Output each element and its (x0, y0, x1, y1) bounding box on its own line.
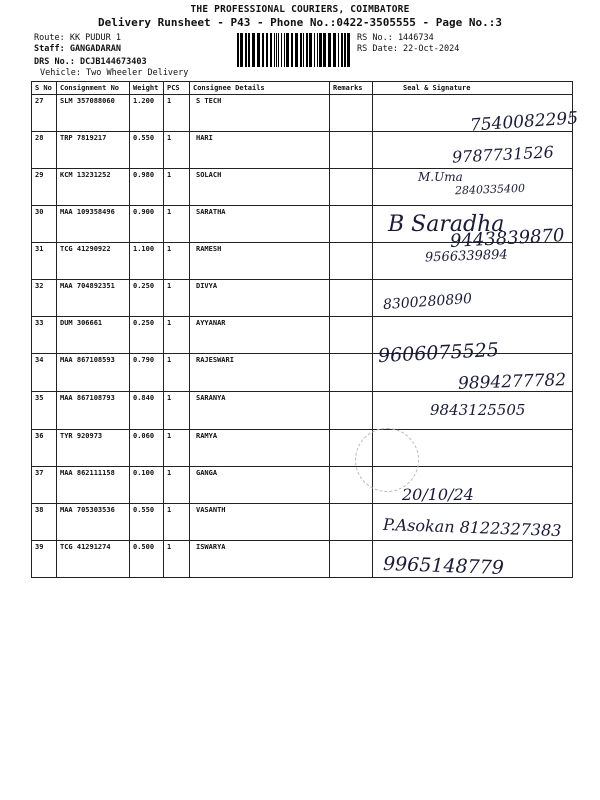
barcode-bar (284, 33, 285, 67)
consignee-cell: RAMESH (190, 243, 330, 280)
consignee-cell: SARATHA (190, 206, 330, 243)
col-consignee-header: Consignee Details (190, 82, 330, 95)
remarks-cell (330, 243, 373, 280)
weight-cell: 0.840 (130, 392, 164, 430)
table-row (32, 467, 573, 504)
barcode-bar (319, 33, 322, 67)
pcs-cell: 1 (164, 132, 190, 169)
barcode-bar (317, 33, 318, 67)
sno-cell: 30 (32, 206, 57, 243)
consignment-cell: SLM 357088060 (57, 95, 130, 132)
sno-cell: 34 (32, 354, 57, 392)
pcs-cell: 1 (164, 504, 190, 541)
handwritten-signature: 9566339894 (424, 247, 508, 266)
remarks-cell (330, 541, 373, 578)
handwritten-signature: 9894277782 (457, 370, 567, 394)
weight-cell: 1.100 (130, 243, 164, 280)
weight-cell: 0.550 (130, 132, 164, 169)
remarks-cell (330, 132, 373, 169)
remarks-cell (330, 354, 373, 392)
weight-cell: 0.900 (130, 206, 164, 243)
barcode-bar (266, 33, 268, 67)
barcode-bar (291, 33, 293, 67)
consignment-cell: TCG 41291274 (57, 541, 130, 578)
barcode-bar (338, 33, 339, 67)
barcode-bar (306, 33, 308, 67)
barcode-bar (286, 33, 289, 67)
sno-cell: 39 (32, 541, 57, 578)
consignee-cell: HARI (190, 132, 330, 169)
barcode-bar (300, 33, 302, 67)
barcode-bar (344, 33, 346, 67)
pcs-cell: 1 (164, 467, 190, 504)
sno-cell: 27 (32, 95, 57, 132)
staff-label: Staff: GANGADARAN (34, 44, 121, 54)
col-remarks-header: Remarks (330, 82, 373, 95)
barcode-bar (257, 33, 260, 67)
remarks-cell (330, 280, 373, 317)
barcode-bar (278, 33, 279, 67)
vehicle-label: Vehicle: Two Wheeler Delivery (40, 68, 189, 78)
weight-cell: 0.980 (130, 169, 164, 206)
sno-cell: 31 (32, 243, 57, 280)
barcode-bar (341, 33, 343, 67)
runsheet-subtitle: Delivery Runsheet - P43 - Phone No.:0422-3505555 - Page No.:3 (98, 16, 502, 29)
consignment-cell: KCM 13231252 (57, 169, 130, 206)
barcode-bar (347, 33, 350, 67)
barcode-bar (323, 33, 326, 67)
remarks-cell (330, 392, 373, 430)
consignment-cell: MAA 705303536 (57, 504, 130, 541)
consignee-cell: RAJESWARI (190, 354, 330, 392)
barcode-bar (270, 33, 272, 67)
sno-cell: 28 (32, 132, 57, 169)
handwritten-signature: 7540082295 (469, 108, 579, 136)
handwritten-signature: B Saradha (388, 212, 505, 237)
route-label: Route: KK PUDUR 1 (34, 33, 121, 43)
weight-cell: 0.550 (130, 504, 164, 541)
barcode-bar (245, 33, 247, 67)
pcs-cell: 1 (164, 243, 190, 280)
consignment-cell: TCG 41290922 (57, 243, 130, 280)
barcode-image (237, 33, 352, 67)
barcode-bar (237, 33, 239, 67)
remarks-cell (330, 95, 373, 132)
consignment-cell: MAA 109358496 (57, 206, 130, 243)
col-weight-header: Weight (130, 82, 164, 95)
consignee-cell: GANGA (190, 467, 330, 504)
remarks-cell (330, 169, 373, 206)
sno-cell: 38 (32, 504, 57, 541)
consignee-cell: S TECH (190, 95, 330, 132)
handwritten-signature: 20/10/24 (402, 485, 474, 504)
consignment-cell: TYR 920973 (57, 430, 130, 467)
sno-cell: 36 (32, 430, 57, 467)
weight-cell: 0.100 (130, 467, 164, 504)
sno-cell: 37 (32, 467, 57, 504)
handwritten-signature: 9843125505 (430, 401, 526, 419)
handwritten-signature: 8300280890 (382, 290, 473, 314)
handwritten-signature: 9606075525 (377, 338, 500, 368)
consignee-cell: AYYANAR (190, 317, 330, 354)
handwritten-signature: 9443839870 (449, 225, 566, 252)
weight-cell: 0.790 (130, 354, 164, 392)
barcode-bar (248, 33, 250, 67)
pcs-cell: 1 (164, 430, 190, 467)
pcs-cell: 1 (164, 280, 190, 317)
pcs-cell: 1 (164, 169, 190, 206)
pcs-cell: 1 (164, 541, 190, 578)
handwritten-signature: 9965148779 (382, 552, 505, 580)
barcode-bar (314, 33, 315, 67)
pcs-cell: 1 (164, 95, 190, 132)
consignment-cell: MAA 867108793 (57, 392, 130, 430)
remarks-cell (330, 504, 373, 541)
pcs-cell: 1 (164, 317, 190, 354)
consignment-cell: TRP 7819217 (57, 132, 130, 169)
consignment-cell: MAA 704892351 (57, 280, 130, 317)
consignment-cell: MAA 862111158 (57, 467, 130, 504)
consignee-cell: DIVYA (190, 280, 330, 317)
consignment-cell: MAA 867108593 (57, 354, 130, 392)
col-consignment-header: Consignment No (57, 82, 130, 95)
handwritten-signature: M.Uma (418, 170, 463, 184)
weight-cell: 0.500 (130, 541, 164, 578)
col-sno-header: S No (32, 82, 57, 95)
barcode-bar (240, 33, 243, 67)
consignee-cell: SARANYA (190, 392, 330, 430)
company-title: THE PROFESSIONAL COURIERS, COIMBATORE (190, 4, 410, 15)
sno-cell: 33 (32, 317, 57, 354)
barcode-bar (328, 33, 331, 67)
barcode-bar (252, 33, 255, 67)
col-pcs-header: PCS (164, 82, 190, 95)
barcode-bar (303, 33, 304, 67)
weight-cell: 0.060 (130, 430, 164, 467)
barcode-bar (309, 33, 312, 67)
weight-cell: 1.200 (130, 95, 164, 132)
handwritten-signature: 9787731526 (451, 142, 555, 167)
consignee-cell: VASANTH (190, 504, 330, 541)
handwritten-signature: P.Asokan 8122327383 (382, 514, 562, 541)
barcode-bar (276, 33, 277, 67)
remarks-cell (330, 206, 373, 243)
barcode-bar (333, 33, 336, 67)
seal-stamp-image (355, 428, 419, 492)
barcode-bar (274, 33, 275, 67)
consignee-cell: ISWARYA (190, 541, 330, 578)
barcode-bar (262, 33, 264, 67)
consignee-cell: SOLACH (190, 169, 330, 206)
pcs-cell: 1 (164, 354, 190, 392)
sno-cell: 32 (32, 280, 57, 317)
consignment-cell: DUM 306661 (57, 317, 130, 354)
rs-number: RS No.: 1446734 (357, 33, 434, 43)
table-header-row (32, 82, 573, 95)
weight-cell: 0.250 (130, 317, 164, 354)
barcode-bar (281, 33, 282, 67)
pcs-cell: 1 (164, 206, 190, 243)
sno-cell: 35 (32, 392, 57, 430)
handwritten-signature: 2840335400 (454, 181, 526, 198)
barcode-bar (295, 33, 298, 67)
table-row (32, 430, 573, 467)
weight-cell: 0.250 (130, 280, 164, 317)
col-signature-header: Seal & Signature (373, 82, 573, 95)
pcs-cell: 1 (164, 392, 190, 430)
rs-date: RS Date: 22-Oct-2024 (357, 44, 460, 54)
consignee-cell: RAMYA (190, 430, 330, 467)
sno-cell: 29 (32, 169, 57, 206)
drs-label: DRS No.: DCJB144673403 (34, 57, 147, 67)
table-row (32, 280, 573, 317)
remarks-cell (330, 317, 373, 354)
